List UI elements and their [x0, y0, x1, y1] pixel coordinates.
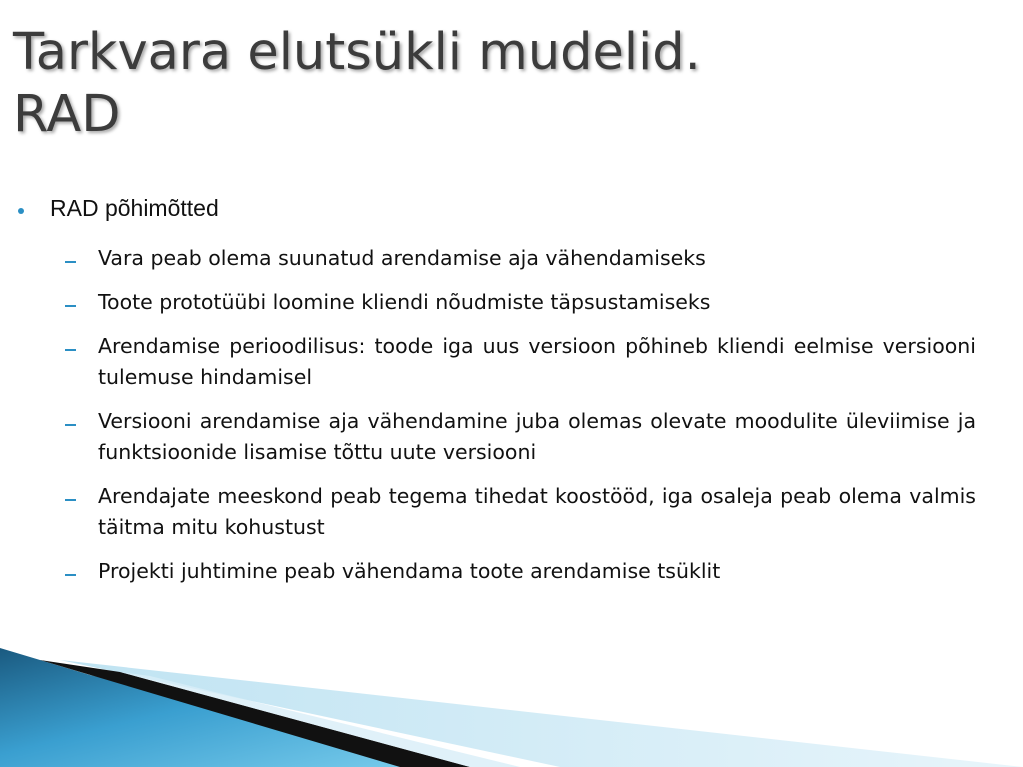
sub-bullet-text: Vara peab olema suunatud arendamise aja vähendamiseks	[98, 246, 706, 270]
dash-bullet-icon	[65, 305, 76, 307]
sub-bullet-item	[62, 556, 976, 587]
dash-bullet-icon	[65, 499, 76, 501]
sub-bullet-item	[62, 287, 976, 318]
title-line-1: Tarkvara elutsükli mudelid.	[13, 23, 701, 82]
sub-bullet-text: Arendamise perioodilisus: toode iga uus versioon põhineb kliendi eelmise versiooni tulemuse hindamisel	[98, 334, 976, 389]
main-bullet	[18, 190, 219, 226]
sub-bullet-text: Projekti juhtimine peab vähendama toote arendamise tsüklit	[98, 559, 721, 583]
sub-bullet-item	[62, 331, 976, 393]
sub-bullet-item	[62, 481, 976, 543]
dash-bullet-icon	[65, 349, 76, 351]
dash-bullet-icon	[65, 261, 76, 263]
sub-bullet-item	[62, 406, 976, 468]
bullet-dot-icon	[18, 208, 24, 214]
sub-bullet-item	[62, 243, 976, 274]
sub-bullet-text: Versiooni arendamise aja vähendamine juba olemas olevate moodulite üleviimise ja funktsioonide lisamise tõttu uute versiooni	[98, 409, 976, 464]
decorative-wave-graphic	[0, 620, 1023, 767]
sub-bullet-text: Toote prototüübi loomine kliendi nõudmiste täpsustamiseks	[98, 290, 711, 314]
sub-bullet-list	[62, 243, 976, 587]
dash-bullet-icon	[65, 424, 76, 426]
sub-bullet-text: Arendajate meeskond peab tegema tihedat koostööd, iga osaleja peab olema valmis täitma mitu kohustust	[98, 484, 976, 539]
title-line-2: RAD	[13, 85, 121, 144]
slide-title	[13, 22, 913, 146]
main-bullet-text: RAD põhimõtted	[50, 194, 219, 221]
dash-bullet-icon	[65, 574, 76, 576]
